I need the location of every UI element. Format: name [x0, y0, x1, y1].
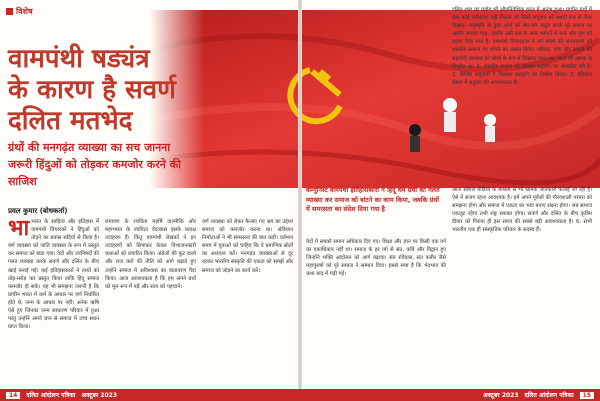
body-column-2 — [105, 218, 196, 388]
issue-date-right: अक्टूबर 2023 — [482, 392, 519, 399]
body-text-2: रामायण के रचयिता महर्षि वाल्मीकि और महाभारत के रचयिता वेदव्यास इसके प्रत्यक्ष उदाहरण हैं। किंतु वामपंथी लेखकों ने इन उदाहरणों को छिपाकर केवल विभाजनकारी कथाओं को प्रचारित किया। अंग्रेजों की फूट डालो और राज करो की नीति को आगे बढ़ाते हुए उन्होंने समाज में अविश्वास का वातावरण पैदा किया। आज आवश्यकता है कि हम अपने ग्रंथों को मूल रूप में पढ़ें और सत्य को पहचानें। — [105, 219, 196, 290]
footer-left — [0, 389, 300, 401]
left-columns — [8, 218, 293, 388]
body-right-column-1: वेदों में सबको समान अधिकार दिए गए। शिक्षा और ज्ञान पर किसी एक वर्ग का एकाधिकार नहीं था। समाज के हर वर्ग से संत, कवि और विद्वान हुए जिन्होंने भक्ति आंदोलन को आगे बढ़ाया। संत रविदास, संत कबीर जैसे महापुरुषों को पूरे समाज ने सम्मान दिया। इससे स्पष्ट है कि भेदभाव की कथा बाद में गढ़ी गई। — [306, 239, 446, 278]
page-gutter — [298, 0, 302, 401]
section-tag — [6, 6, 33, 17]
deck: ग्रंथों की मनगढ़ंत व्याख्या का सच जानना जरूरी हिंदुओं को तोड़कर कमजोर करने की साजिश — [8, 141, 181, 188]
byline: प्रवल कुमार (बोधकर्ता) — [8, 207, 68, 215]
drop-cap: भा — [8, 218, 30, 241]
pull-quote: कम्युनिस्ट वामपंथी इतिहासकारों ने हिंदू धर्म ग्रंथों की गलत व्याख्या कर समाज को बांटने का काम किया, जबकि ग्रंथों में समरसता का संदेश दिया गया है — [306, 186, 440, 214]
body-column-1 — [8, 218, 99, 388]
page-number-right: 15 — [580, 392, 594, 399]
body-text-3: वर्ण व्यवस्था को लेकर फैलाए गए भ्रम का उद्देश्य समाज को कमजोर करना था। संविधान निर्माताओं ने भी समरसता की बात कही। वर्तमान समय में युवाओं को चाहिए कि वे प्रमाणिक स्रोतों का अध्ययन करें। मनगढ़ंत व्याख्याओं से दूर रहकर भारतीय संस्कृति की एकता को समझें और समाज को जोड़ने का कार्य करें। — [202, 219, 293, 274]
footer-right — [300, 389, 600, 401]
section-marker — [6, 8, 13, 15]
body-right-top: दलित शब्द का प्रयोग भी औपनिवेशिक काल में आरंभ हुआ। प्राचीन ग्रंथों में ऐसा कोई वर्गीकरण नहीं मिलता जो किसी समुदाय को स्थायी रूप से नीचा दिखाए। मनुस्मृति के कुछ अंशों को बार-बार उद्धृत करके पूरे समाज पर आरोप लगाया गया, जबकि उसी ग्रंथ के अन्य श्लोकों में कर्म और गुण को महत्व दिया गया है। वामपंथी विचारधारा ने वर्ग संघर्ष की अवधारणा को भारतीय समाज पर थोपने का प्रयास किया। परिवार, गांव और समाज की सहयोगी व्यवस्था को संघर्ष के रूप में दिखाया गया। यह भारत की आत्मा के विपरीत था। 1. भारतीय समाज की संरचना सहयोग पर आधारित रही है। 2. विभिन्न समुदायों ने मिलकर संस्कृति का निर्माण किया। 3. इतिहास लेखन में संतुलन की आवश्यकता है। — [452, 7, 592, 86]
magazine-name-left: दलित आंदोलन पत्रिका — [26, 392, 76, 399]
headline: वामपंथी षड्यंत्र के कारण है सवर्ण दलित मतभेद — [8, 44, 176, 136]
body-column-3 — [202, 218, 293, 388]
section-label: विशेष — [16, 7, 33, 16]
body-text-1: भारत के साहित्य और इतिहास में वामपंथी विचारकों ने हिंदुओं को तोड़ने का प्रयास सदियों से किया है। वर्ण व्यवस्था को जाति व्यवस्था के रूप में प्रस्तुत कर समाज को बांटा गया। वेदों और उपनिषदों की गलत व्याख्या करके सवर्ण और दलित के बीच खाई बनाई गई। कई इतिहासकारों ने तथ्यों को तोड़-मरोड़ कर प्रस्तुत किया ताकि हिंदू समाज कमजोर हो सके। यह भी समझना जरूरी है कि प्राचीन भारत में कर्म के आधार पर वर्ण निर्धारित होते थे, जन्म के आधार पर नहीं। अनेक ऋषि ऐसे हुए जिनका जन्म साधारण परिवार में हुआ परंतु उन्होंने अपने ज्ञान से समाज में उच्च स्थान प्राप्त किया। — [8, 219, 99, 331]
issue-date-left: अक्टूबर 2023 — [81, 392, 118, 399]
magazine-name-right: दलित आंदोलन पत्रिका — [524, 392, 574, 399]
body-right-column-2: आज सोशल मीडिया के माध्यम से भी भ्रामक जानकारी फैलाई जा रही है। ऐसे में सजग रहना आवश्यक है। हमें अपने पूर्वजों की गौरवशाली परंपरा को समझना होगा और समाज में एकता का भाव बनाए रखना होगा। जब समाज एकजुट रहेगा तभी राष्ट्र सशक्त होगा। सवर्ण और दलित के बीच कृत्रिम दीवार को गिराना ही इस समय की सबसे बड़ी आवश्यकता है। 6. सभी भारतीय एक ही सांस्कृतिक परिवार के सदस्य हैं। — [452, 187, 592, 234]
page-number-left: 14 — [6, 392, 20, 399]
